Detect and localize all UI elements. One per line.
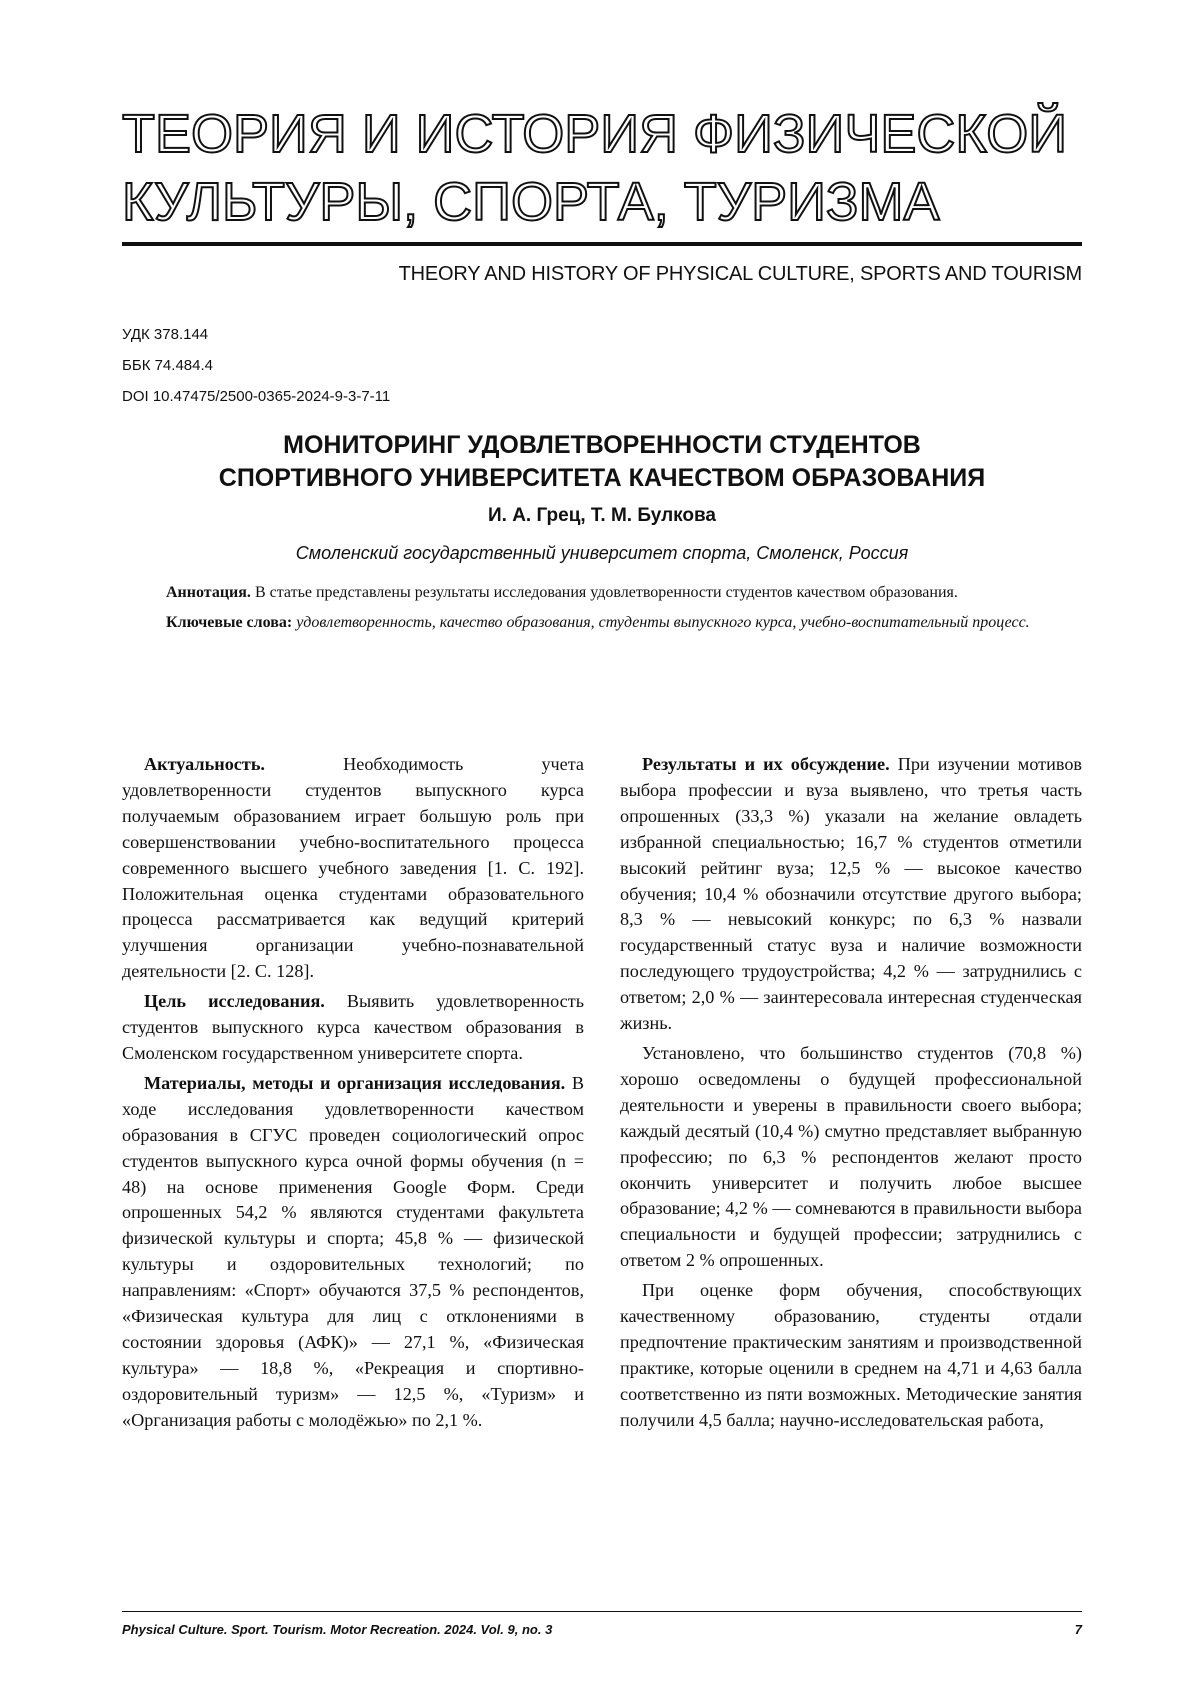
article-meta <box>122 326 1082 419</box>
journal-subtitle-en: THEORY AND HISTORY OF PHYSICAL CULTURE, SPORTS AND TOURISM <box>398 263 1082 285</box>
article-title-line1: МОНИТОРИНГ УДОВЛЕТВОРЕННОСТИ СТУДЕНТОВ <box>283 431 921 459</box>
header-rule <box>122 242 1082 246</box>
udk-code: УДК 378.144 <box>122 326 209 343</box>
paragraph-goal <box>122 989 584 1067</box>
bbk-code: ББК 74.484.4 <box>122 357 213 374</box>
affiliation: Смоленский государственный университет спорта, Смоленск, Россия <box>295 543 909 563</box>
article-title <box>122 429 1082 495</box>
page-number: 7 <box>1074 1622 1082 1637</box>
paragraph-forms: При оценке форм обучения, способствующих качественному образованию, студенты отдали предпочтение практическим занятиям и производственной практике, которые оценили в среднем на 4,71 и 4,63 балла соответственно из пяти возможных. Методические занятия получили 4,5 балла; научно-исследовательская работа, <box>620 1280 1082 1430</box>
page <box>122 100 1082 1660</box>
paragraph-heading: Актуальность. <box>144 754 265 774</box>
body-columns <box>122 752 1082 1438</box>
abstract-text: В статье представлены результаты исследования удовлетворенности студентов качеством образования. <box>250 584 958 601</box>
abstract-label: Аннотация. <box>166 584 251 601</box>
authors: И. А. Грец, Т. М. Булкова <box>487 505 716 526</box>
paragraph-heading: Материалы, методы и организация исследования. <box>144 1072 566 1093</box>
paragraph-text: При изучении мотивов выбора профессии и вуза выявлено, что третья часть опрошенных (33,3 %) указали на желание овладеть избранной специальностью; 16,7 % студентов отметили высокий рейтинг вуза; 12,5 % — высокое качество обучения; 10,4 % обозначили отсутствие другого выбора; 8,3 % — невысокий конкурс; по 6,3 % назвали государственный статус вуза и наличие возможности последующего трудоустройства; 4,2 % — затруднились с ответом; 2,0 % — заинтересовала интересная студенческая жизнь. <box>620 754 1082 1034</box>
footer-rule <box>122 1611 1082 1612</box>
paragraph-heading: Результаты и их обсуждение. <box>642 754 890 774</box>
paragraph-text: Необходимость учета удовлетворенности студентов выпускного курса получаемым образованием играет большую роль при совершенствовании учебно-воспитательного процесса современного высшего учебного заведения [1. С. 192]. Положительная оценка студентами образовательного процесса рассматривается как ведущий критерий улучшения организации учебно-познавательной деятельности [2. С. 128]. <box>122 754 584 982</box>
page-footer <box>122 1622 1082 1637</box>
doi: DOI 10.47475/2500-0365-2024-9-3-7-11 <box>122 388 391 405</box>
keywords <box>146 612 1058 634</box>
journal-title-line1: ТЕОРИЯ И ИСТОРИЯ ФИЗИЧЕСКОЙ <box>122 104 1068 164</box>
right-column <box>620 752 1082 1438</box>
paragraph-relevance <box>122 752 584 985</box>
footer-journal-ref: Physical Culture. Sport. Tourism. Motor Recreation. 2024. Vol. 9, no. 3 <box>122 1622 553 1637</box>
paragraph-text: Выявить удовлетворенность студентов выпускного курса качеством образования в Смоленском государственном университете спорта. <box>122 991 584 1063</box>
paragraph-results <box>620 752 1082 1037</box>
paragraph-text: В ходе исследования удовлетворенности качеством образования в СГУС проведен социологический опрос студентов выпускного курса очной формы обучения (n = 48) на основе применения Google Форм. Среди опрошенных 54,2 % являются студентами факультета физической культуры и спорта; 45,8 % — физической культуры и оздоровительных технологий; по направлениям: «Спорт» обучаются 37,5 % респондентов, «Физическая культура для лиц с отклонениями в состоянии здоровья (АФК)» — 27,1 %, «Физическая культура» — 18,8 %, «Рекреация и спортивно-оздоровительный туризм» — 12,5 %, «Туризм» и «Организация работы с молодёжью» по 2,1 %. <box>122 1072 584 1430</box>
abstract <box>146 582 1058 604</box>
left-column <box>122 752 584 1438</box>
paragraph-heading: Цель исследования. <box>144 991 325 1012</box>
paragraph-methods <box>122 1071 584 1434</box>
journal-title <box>122 100 1082 236</box>
paragraph-awareness: Установлено, что большинство студентов (70,8 %) хорошо осведомлены о будущей профессиональной деятельности и уверены в правильности своего выбора; каждый десятый (10,4 %) смутно представляет выбранную профессию; по 6,3 % респондентов желают просто окончить университет и получить любое высшее образование; 4,2 % — сомневаются в правильности выбора специальности и будущей профессии; затруднились с ответом 2 % опрошенных. <box>620 1042 1082 1271</box>
keywords-text: удовлетворенность, качество образования, студенты выпускного курса, учебно-воспитательный процесс. <box>292 614 1030 631</box>
journal-title-line2: КУЛЬТУРЫ, СПОРТА, ТУРИЗМА <box>122 172 940 232</box>
article-title-line2: СПОРТИВНОГО УНИВЕРСИТЕТА КАЧЕСТВОМ ОБРАЗОВАНИЯ <box>218 464 986 492</box>
keywords-label: Ключевые слова: <box>166 614 293 631</box>
